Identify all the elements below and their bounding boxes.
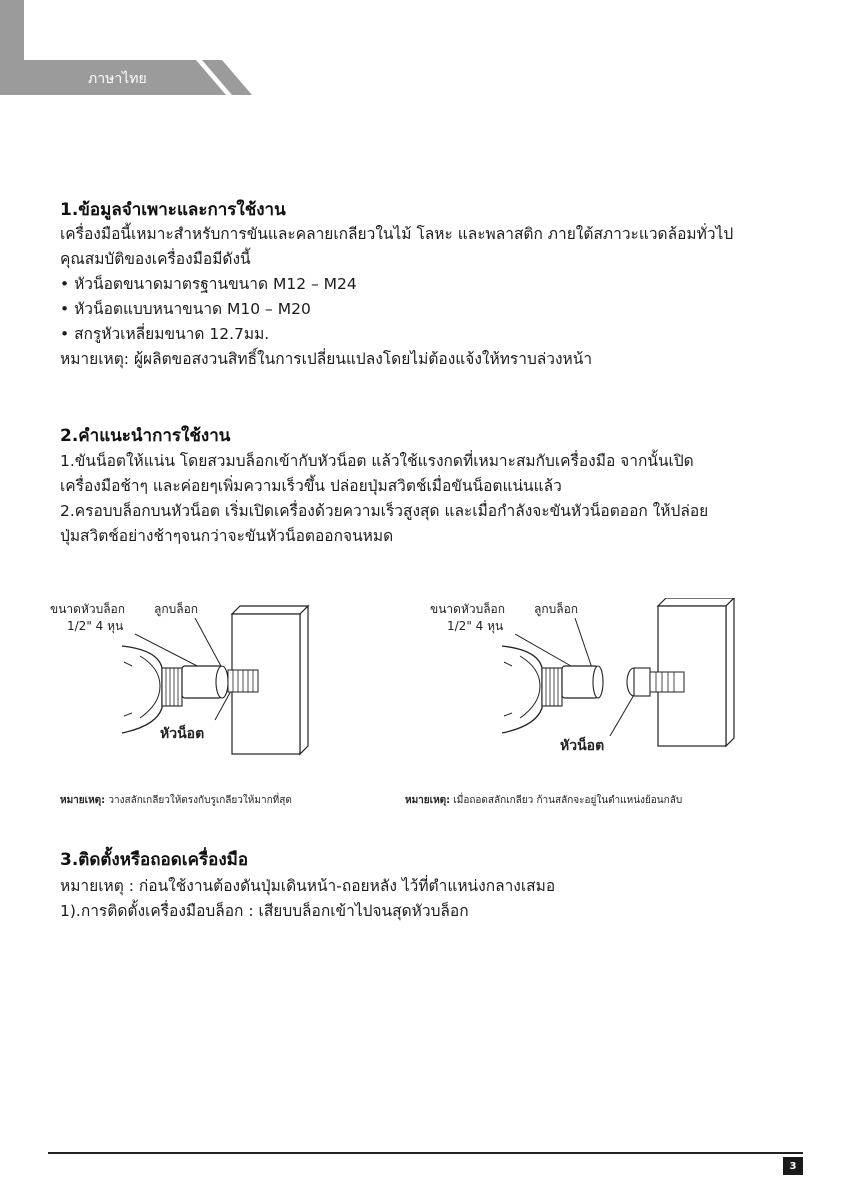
section2-line: ปุ่มสวิตช์อย่างช้าๆจนกว่าจะขันหัวน็อตออกจนหมด bbox=[60, 527, 394, 545]
section3-title: 3.ติดตั้งหรือถอดเครื่องมือ bbox=[60, 850, 249, 870]
page-number: 3 bbox=[783, 1157, 803, 1175]
section3-line: 1).การติดตั้งเครื่องมือบล็อก : เสียบบล็อกเข้าไปจนสุดหัวบล็อก bbox=[60, 902, 469, 920]
figure-left bbox=[40, 598, 370, 763]
label-socket: ลูกบล็อก bbox=[154, 602, 199, 616]
caption-left bbox=[60, 793, 292, 808]
label-socket: ลูกบล็อก bbox=[534, 602, 579, 616]
section2-line: 1.ขันน็อตให้แน่น โดยสวมบล็อกเข้ากับหัวน็อต แล้วใช้แรงกดที่เหมาะสมกับเครื่องมือ จากนั้นเปิด bbox=[60, 452, 694, 470]
section2-title: 2.คำแนะนำการใช้งาน bbox=[60, 426, 231, 446]
section1-bullet: • หัวน็อตขนาดมาตรฐานขนาด M12 – M24 bbox=[60, 275, 357, 293]
label-size: ขนาดหัวบล็อก bbox=[430, 602, 506, 616]
caption-text: เมื่อถอดสลักเกลียว ก้านสลักจะอยู่ในตำแหน่งย้อนกลับ bbox=[450, 795, 683, 806]
caption-text: วางสลักเกลียวให้ตรงกับรูเกลียวให้มากที่สุด bbox=[105, 795, 292, 806]
label-spec: 1/2" 4 หุน bbox=[447, 619, 504, 633]
section1-note: หมายเหตุ: ผู้ผลิตขอสงวนสิทธิ์ในการเปลี่ยนแปลงโดยไม่ต้องแจ้งให้ทราบล่วงหน้า bbox=[60, 350, 593, 368]
section2-line: เครื่องมือช้าๆ และค่อยๆเพิ่มความเร็วขึ้น ปล่อยปุ่มสวิตช์เมื่อขันน็อตแน่นแล้ว bbox=[60, 477, 562, 495]
section1-line: เครื่องมือนี้เหมาะสำหรับการขันและคลายเกลียวในไม้ โลหะ และพลาสติก ภายใต้สภาวะแวดล้อมทั่วไป bbox=[60, 225, 734, 243]
section1-line: คุณสมบัติของเครื่องมือมีดังนี้ bbox=[60, 250, 251, 268]
section1-title: 1.ข้อมูลจำเพาะและการใช้งาน bbox=[60, 200, 286, 220]
label-nut: หัวน็อต bbox=[560, 738, 605, 754]
section1-bullet: • สกรูหัวเหลี่ยมขนาด 12.7มม. bbox=[60, 325, 270, 343]
language-label: ภาษาไทย bbox=[88, 71, 147, 87]
label-size: ขนาดหัวบล็อก bbox=[50, 602, 126, 616]
section3-note: หมายเหตุ : ก่อนใช้งานต้องดันปุ่มเดินหน้า-ถอยหลัง ไว้ที่ตำแหน่งกลางเสมอ bbox=[60, 877, 556, 895]
caption-prefix: หมายเหตุ: bbox=[405, 795, 451, 806]
figure-right bbox=[420, 598, 750, 763]
caption-right bbox=[405, 793, 682, 808]
label-nut: หัวน็อต bbox=[160, 726, 205, 742]
section2-line: 2.ครอบบล็อกบนหัวน็อต เริ่มเปิดเครื่องด้วยความเร็วสูงสุด และเมื่อกำลังจะขันหัวน็อตออก ให้ปล่อย bbox=[60, 502, 709, 520]
caption-prefix: หมายเหตุ: bbox=[60, 795, 106, 806]
footer-rule bbox=[48, 1152, 803, 1154]
section1-bullet: • หัวน็อตแบบหนาขนาด M10 – M20 bbox=[60, 300, 311, 318]
label-spec: 1/2" 4 หุน bbox=[67, 619, 124, 633]
